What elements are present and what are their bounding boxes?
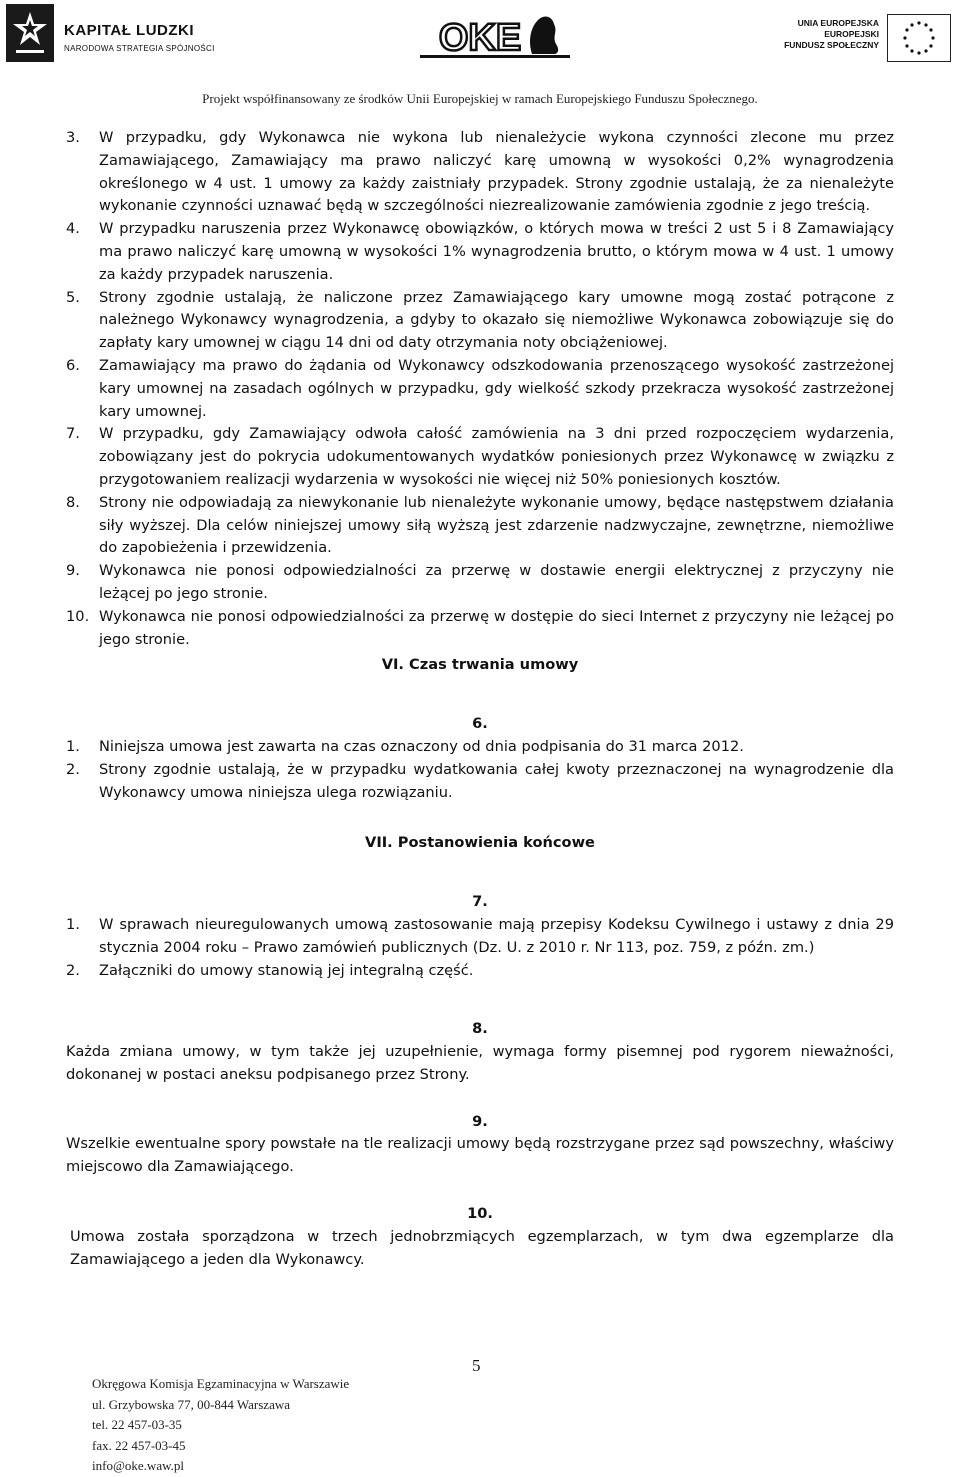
list-item: 2. Załączniki do umowy stanowią jej integralną część. [66, 961, 474, 979]
paragraph-7-heading: 7. [472, 893, 488, 911]
list-item: 2. Strony zgodnie ustalają, że w przypadku wydatkowania całej kwoty przeznaczonej na wynagrodzenie dla Wykonawcy umowa niniejsza ulega rozwiązaniu. [66, 760, 894, 801]
paragraph-8-text: Każda zmiana umowy, w tym także jej uzupełnienie, wymaga formy pisemnej pod rygorem nieważności, dokonanej w postaci aneksu podpisanego przez Strony. [66, 1043, 894, 1083]
list-item: 7. W przypadku, gdy Zamawiający odwoła całość zamówienia na 3 dni przed rozpoczęciem wydarzenia, zobowiązany jest do pokrycia udokumentowanych wydatków poniesionych przez Wykonawcę w związku z przygotowaniem realizacji wydarzenia w wysokości nie więcej niż 50% poniesionych kosztów. [66, 425, 894, 488]
footer-organization: Okręgowa Komisja Egzaminacyjna w Warszawie [92, 1376, 350, 1391]
footer-fax: fax. 22 457-03-45 [92, 1437, 186, 1453]
list-item: 3. W przypadku, gdy Wykonawca nie wykona lub nienależycie wykona czynności zlecone mu przez Zamawiającego, Zamawiający ma prawo naliczyć karę umowną w wysokości 0,2% wynagrodzenia określonego w 4 ust. 1 umowy za każdy zaistniały przypadek. Strony zgodnie ustalają, że za nienależyte wykonanie czynności uznawać będą w szczególności niezrealizowanie zamówienia zgodnie z jego treścią. [66, 129, 894, 215]
page-number: 5 [472, 1356, 481, 1375]
list-item: 1. Niniejsza umowa jest zawarta na czas oznaczony od dnia podpisania do 31 marca 2012. [66, 737, 744, 755]
oke-logo-graphic-icon [420, 6, 570, 66]
document-body [66, 127, 894, 1271]
kapital-ludzki-mark-icon [6, 4, 54, 62]
funding-statement: Projekt współfinansowany ze środków Unii Europejskiej w ramach Europejskiego Funduszu Społecznego. [202, 91, 758, 106]
kapital-ludzki-subtitle: NARODOWA STRATEGIA SPÓJNOŚCI [64, 44, 215, 53]
page-footer [92, 1374, 349, 1477]
list-item: 6. Zamawiający ma prawo do żądania od Wykonawcy odszkodowania przenoszącego wysokość zastrzeżonej kary umownej na zasadach ogólnych w przypadku, gdy wielkość szkody przekracza wysokość zastrzeżonej kary umownej. [66, 356, 894, 420]
kapital-ludzki-name: KAPITAŁ LUDZKI [64, 22, 195, 39]
section-vii-title: VII. Postanowienia końcowe [365, 834, 595, 852]
oke-logo [420, 6, 570, 66]
oke-logo-text: OKE [438, 17, 522, 59]
paragraph-10-heading: 10. [467, 1205, 493, 1223]
eu-logo-text [784, 18, 879, 51]
eu-line-1: UNIA EUROPEJSKA [797, 18, 879, 28]
footer-email: info@oke.waw.pl [92, 1458, 184, 1473]
paragraph-6-heading: 6. [472, 715, 488, 733]
paragraph-8-heading: 8. [472, 1020, 488, 1038]
kapital-ludzki-logo [6, 4, 216, 62]
paragraph-10-text: Umowa została sporządzona w trzech jednobrzmiących egzemplarzach, w tym dwa egzemplarze dla Zamawiającego a jeden dla Wykonawcy. [70, 1227, 894, 1268]
list-item: 10. Wykonawca nie ponosi odpowiedzialności za przerwę w dostępie do sieci Internet z przyczyny nie leżącej po jego stronie. [66, 607, 894, 648]
paragraph-9-heading: 9. [472, 1112, 488, 1130]
footer-phone: tel. 22 457-03-35 [92, 1417, 182, 1432]
list-item: 5. Strony zgodnie ustalają, że naliczone przez Zamawiającego kary umowne mogą zostać potrącone z należnego Wykonawcy wynagrodzenia, a gdyby to okazało się niemożliwe Wykonawca zobowiązuje się do zapłaty kary umownej w ciągu 14 dni od daty otrzymania noty obciążeniowej. [66, 288, 894, 352]
paragraph-9-text: Wszelkie ewentualne spory powstałe na tle realizacji umowy będą rozstrzygane przez sąd powszechny, właściwy miejscowo dla Zamawiającego. [66, 1135, 894, 1176]
list-item: 9. Wykonawca nie ponosi odpowiedzialności za przerwę w dostawie energii elektrycznej z przyczyny nie leżącej po jego stronie. [66, 562, 894, 602]
section-vi-title: VI. Czas trwania umowy [381, 656, 579, 674]
list-item: 8. Strony nie odpowiadają za niewykonanie lub nienależyte wykonanie umowy, będące następstwem działania siły wyższej. Dla celów niniejszej umowy siłą wyższą jest zdarzenie nadzwyczajne, zewnętrzne, niemożliwe do zapobieżenia i przewidzenia. [66, 493, 894, 557]
eu-flag-icon [887, 14, 951, 62]
list-item: 1. W sprawach nieuregulowanych umową zastosowanie mają przepisy Kodeksu Cywilnego i ustawy z dnia 29 stycznia 2004 roku – Prawo zamówień publicznych (Dz. U. z 2010 r. Nr 113, poz. 759, z późn. zm.) [66, 915, 894, 956]
section-v-continued [66, 127, 894, 651]
page-header [0, 0, 960, 112]
eu-logo [775, 10, 955, 70]
eu-line-3: FUNDUSZ SPOŁECZNY [784, 40, 879, 50]
list-item: 4. W przypadku naruszenia przez Wykonawcę obowiązków, o których mowa w treści 2 ust 5 i 8 Zamawiający ma prawo naliczyć karę umowną w wysokości 1% wynagrodzenia brutto, o którym mowa w 4 ust. 1 umowy za każdy przypadek naruszenia. [66, 220, 894, 283]
footer-address: ul. Grzybowska 77, 00-844 Warszawa [92, 1396, 290, 1412]
eu-line-2: EUROPEJSKI [824, 29, 879, 39]
